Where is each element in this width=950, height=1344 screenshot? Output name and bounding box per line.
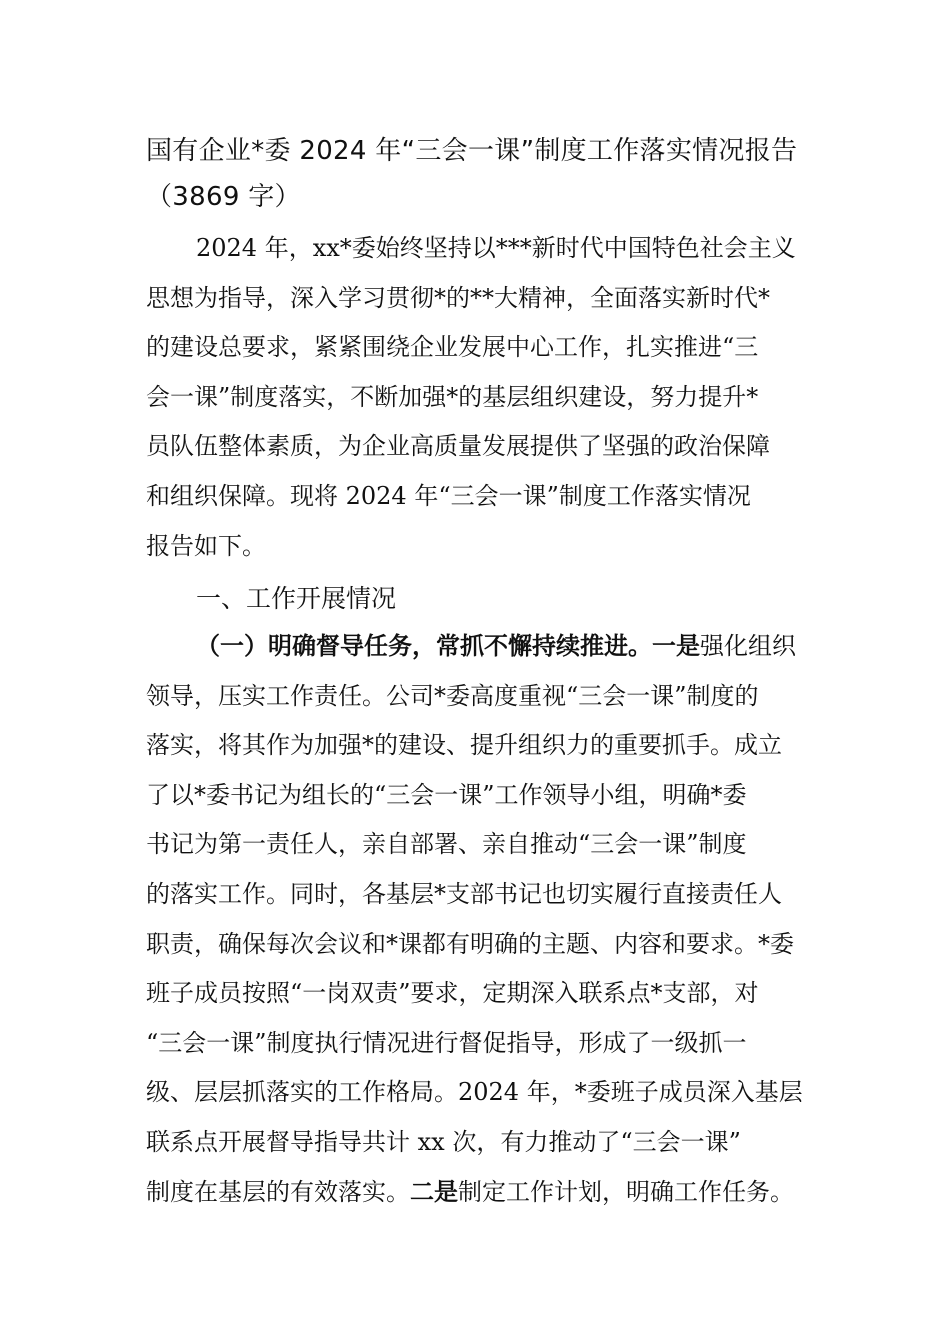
body-line: 联系点开展督导指导共计 xx 次，有力推动了“三会一课” [146,1127,741,1156]
body-line: 班子成员按照“一岗双责”要求，定期深入联系点*支部，对 [146,979,759,1008]
section-heading: 一、工作开展情况 [196,584,397,613]
subsection-heading: （一）明确督导任务，常抓不懈持续推进。 [196,632,652,660]
body-text-fragment: 强化组织 [700,632,796,660]
point-marker: 一是 [652,632,700,660]
intro-line: 会一课”制度落实，不断加强*的基层组织建设，努力提升* [146,382,759,411]
body-line: 职责，确保每次会议和*课都有明确的主题、内容和要求。*委 [146,929,794,958]
intro-paragraph [146,224,808,571]
intro-line: 的建设总要求，紧紧围绕企业发展中心工作，扎实推进“三 [146,333,759,362]
body-line: 的落实工作。同时，各基层*支部书记也切实履行直接责任人 [146,879,782,908]
intro-line: 和组织保障。现将 2024 年“三会一课”制度工作落实情况 [146,481,751,510]
point-marker: 二是 [410,1177,458,1206]
intro-line: 报告如下。 [146,531,266,560]
subsection-paragraph [146,622,808,1217]
intro-line: 员队伍整体素质，为企业高质量发展提供了坚强的政治保障 [146,432,770,461]
body-line: 级、层层抓落实的工作格局。2024 年，*委班子成员深入基层 [146,1078,803,1107]
body-last-line [146,1168,808,1218]
body-text-fragment: 制定工作计划，明确工作任务。 [458,1177,794,1206]
title-line-1: 国有企业*委 2024 年“三会一课”制度工作落实情况报告 [146,136,798,166]
body-line: 落实，将其作为加强*的建设、提升组织力的重要抓手。成立 [146,731,782,760]
body-line: 领导，压实工作责任。公司*委高度重视“三会一课”制度的 [146,681,759,710]
intro-line: 2024 年，xx*委始终坚持以***新时代中国特色社会主义 [196,234,796,262]
subsection-first-line [146,622,808,672]
intro-line: 思想为指导，深入学习贯彻*的**大精神，全面落实新时代* [146,283,770,312]
body-text-fragment: 制度在基层的有效落实。 [146,1177,410,1206]
body-line: 了以*委书记为组长的“三会一课”工作领导小组，明确*委 [146,780,747,809]
body-line: 书记为第一责任人，亲自部署、亲自推动“三会一课”制度 [146,830,747,859]
title-line-2: （3869 字） [146,182,301,212]
document-title [146,128,816,220]
body-line: “三会一课”制度执行情况进行督促指导，形成了一级抓一 [146,1028,747,1057]
